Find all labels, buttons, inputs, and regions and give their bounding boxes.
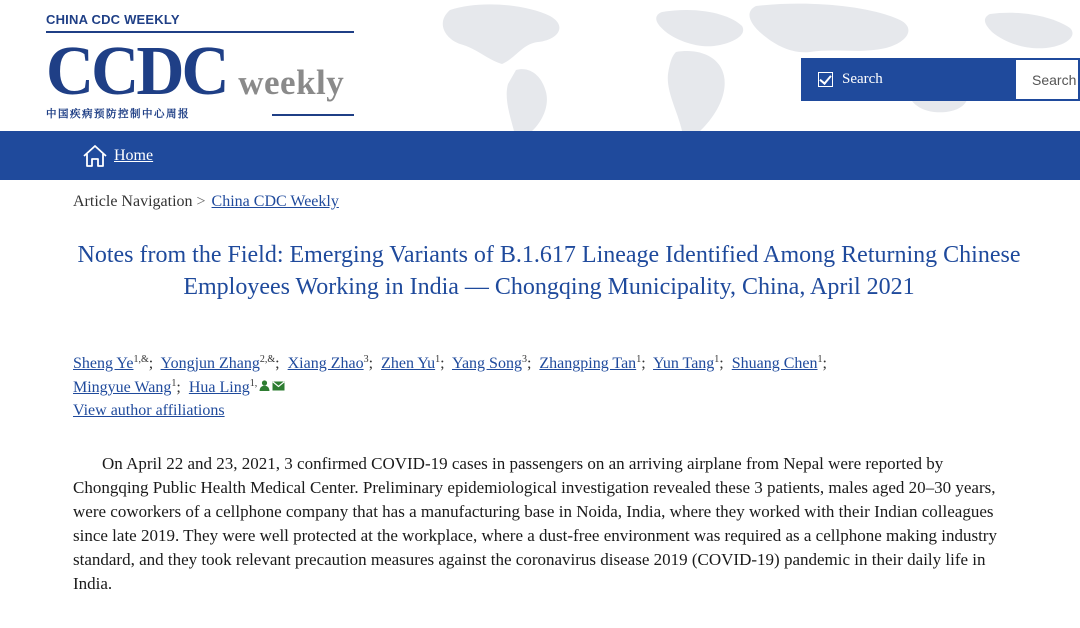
author-separator: ; [368, 355, 374, 372]
author-separator: ; [275, 355, 280, 372]
person-icon[interactable] [259, 380, 270, 391]
nav-home-label: Home [114, 147, 154, 164]
logo-main-text: CCDC [46, 33, 227, 110]
logo-chinese-name: 中国疾病预防控制中心周报 [46, 108, 190, 120]
logo-divider-bottom [272, 114, 354, 116]
author-link[interactable]: Mingyue Wang [73, 379, 172, 396]
breadcrumb [73, 193, 339, 211]
author-separator: ; [176, 379, 181, 396]
author-separator: ; [641, 355, 646, 372]
author-link[interactable]: Yang Song [451, 355, 522, 372]
search-button[interactable] [801, 58, 1016, 101]
view-affiliations-link[interactable]: View author affiliations [73, 402, 225, 419]
author-link[interactable]: Zhangping Tan [539, 355, 637, 372]
author-affiliation-sup: 1, [249, 378, 258, 389]
author-separator: ; [526, 355, 532, 372]
author-affiliation-sup: 1 [171, 378, 177, 389]
author-link[interactable]: Shuang Chen [731, 355, 818, 372]
author-separator: ; [719, 355, 724, 372]
author-separator: ; [822, 355, 827, 372]
author-link[interactable]: Xiang Zhao [287, 355, 364, 372]
breadcrumb-separator: > [196, 193, 206, 210]
author-separator: ; [148, 355, 154, 372]
author-link[interactable]: Yun Tang [653, 355, 715, 372]
author-affiliation-sup: 3 [521, 354, 527, 365]
author-affiliation-sup: 1 [817, 354, 823, 365]
author-link[interactable]: Zhen Yu [381, 355, 436, 372]
home-icon [82, 144, 108, 168]
author-affiliation-sup: 1 [636, 354, 642, 365]
nav-home-link[interactable] [82, 142, 153, 170]
author-affiliation-sup: 1 [714, 354, 720, 365]
journal-name: CHINA CDC WEEKLY [46, 12, 180, 27]
search-input[interactable] [1016, 58, 1080, 101]
author-link[interactable]: Hua Ling [188, 379, 250, 396]
breadcrumb-current-link[interactable]: China CDC Weekly [211, 193, 339, 210]
author-link[interactable]: Yongjun Zhang [160, 355, 260, 372]
author-link[interactable]: Sheng Ye [73, 355, 134, 372]
logo-wordmark [46, 33, 345, 110]
search-bar [801, 58, 1080, 101]
author-separator: ; [440, 355, 445, 372]
breadcrumb-root: Article Navigation [73, 193, 193, 210]
search-button-label: Search [842, 71, 883, 87]
main-nav [0, 131, 1080, 180]
email-icon[interactable] [272, 381, 285, 391]
author-affiliation-sup: 1,& [133, 354, 149, 365]
article-title: Notes from the Field: Emerging Variants of B.1.617 Lineage Identified Among Returning Chinese Employees Working in India — Chongqing Municipality, China, April 2021 [77, 242, 1021, 300]
logo-sub-text: weekly [238, 63, 345, 102]
article-paragraph: On April 22 and 23, 2021, 3 confirmed COVID-19 cases in passengers on an arriving airplane from Nepal were reported by Chongqing Public Health Medical Center. Preliminary epidemiological investigation revealed these 3 patients, males aged 20–30 years, were coworkers of a cellphone company that has a manufacturing base in Noida, India, where they worked with their Indian colleagues since late 2019. They were well protected at the workplace, where a dust-free environment was required as a cellphone making industry standard, and they took relevant precaution measures against the coronavirus disease 2019 (COVID-19) pandemic in their daily life in India. [73, 454, 997, 593]
author-affiliation-sup: 3 [363, 354, 369, 365]
author-affiliation-sup: 1 [435, 354, 441, 365]
journal-logo[interactable] [46, 10, 358, 122]
site-header [0, 0, 1080, 131]
author-list [73, 352, 1023, 400]
checkbox-icon [818, 72, 833, 87]
author-affiliation-sup: 2,& [259, 354, 276, 365]
